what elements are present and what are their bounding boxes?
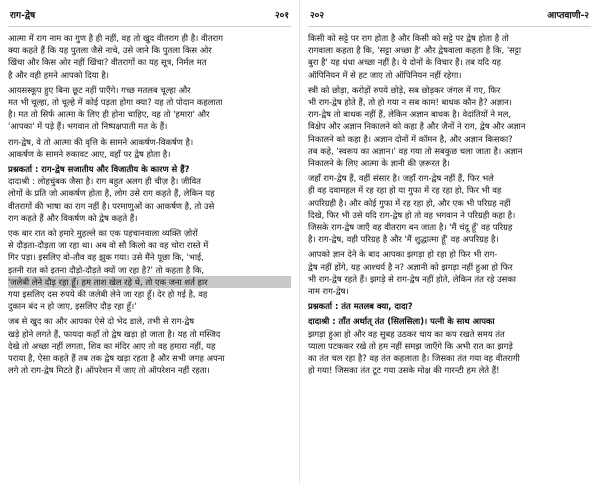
text-line: लोगों के प्रति जो आकर्षण होता है, लोग उसे राग कहते हैं, लेकिन यह — [8, 188, 215, 199]
text-line: बुरा है' यह धंधा अच्छा नहीं है। ये दोनों के विचार हैं। तब यदि यह — [308, 57, 501, 68]
text-line: आकर्षण के सामने रुकावट आए, वहाँ पर द्वेष होता है। — [8, 148, 171, 159]
text-line: हो गया! जिसका तंत टूट गया उसके मोक्ष की गारन्टी हम लेते हैं! — [308, 365, 500, 376]
text-line: से दौड़ता-दौड़ता जा रहा था। अब वो सौ किलो का वह चोरा रास्ते में — [8, 240, 209, 251]
text-line: खड़े होने लगते हैं, फायदा कहाँ तो द्वेष खड़ा हो जाता है। यह तो मस्जिद — [8, 328, 221, 339]
text-line: का तंत चल रहा है? वह तंत कहलाता है। जिसका तंत गया वह वीतरागी — [308, 353, 520, 364]
text-line: लगे तो राग-द्वेष मिटते हैं। ऑपरेशन में जाए तो ऑपरेशन नहीं रहता। — [8, 365, 210, 376]
left-page-body — [8, 32, 291, 376]
text-line: राग कहते हैं और विकर्षण को द्वेष कहते हैं। — [8, 212, 138, 223]
text-line: 'आपका' में पड़े हैं। भगवान तो निष्पक्षपाती मत के हैं। — [8, 121, 168, 132]
text-line: दादाश्री : ताँत अर्थात् तंत (सिलसिला)। पत्नी के साथ आपका — [308, 316, 495, 327]
right-header-title: आप्तवाणी-२ — [547, 11, 589, 21]
text-line: रागवाला कहता है कि, 'सट्टा अच्छा है' और द्वेषवाला कहता है कि, 'सट्टा — [308, 45, 522, 56]
text-line: देखे तो अच्छा नहीं लगता, शिव का मंदिर आए तो वह हमारा नहीं, यह — [8, 340, 216, 351]
text-line: राग-द्वेष तो बाधक नहीं हैं, लेकिन अज्ञान बाधक है। वेदांतियों ने मल, — [308, 109, 512, 120]
text-line: नाम राग-द्वेष। — [308, 286, 349, 297]
text-line: जब से खुद का और आपका ऐसे दो भेद डाले, तभी से राग-द्वेष — [8, 316, 195, 327]
text-line: दिखे, फिर भी उसे यदि राग-द्वेष हो तो वह भगवान ने परिग्रही कहा है। — [308, 209, 516, 220]
text-line: है। राग-द्वेष, वही परिग्रह है और 'मैं शुद्धात्मा हूँ' वह अपरिग्रह है। — [308, 234, 499, 245]
text-line: राग-द्वेष, वे तो आत्मा की वृत्ति के सामने आकर्षण-विकर्षण है। — [8, 136, 194, 147]
text-line: प्याला पटककर रखे तो हम नहीं समझ जाएँगे कि अभी रात का झगड़े — [308, 340, 513, 351]
text-line: ही वह दवामहल में रह रहा हो या गुफा में रह रहा हो, फिर भी वह — [308, 185, 502, 196]
text-line: अपरिग्रही है। और कोई गुफा में रह रहा हो, और एक भी परिग्रह नहीं — [308, 197, 511, 208]
text-line: किसी को सट्टे पर राग होता है और किसी को सट्टे पर द्वेष होता है तो — [308, 33, 509, 43]
text-line: जिसके राग-द्वेष जाएँ वह वीतराग बन जाता है। 'मैं चंदू हूँ' वह परिग्रह — [308, 222, 513, 233]
left-page-header — [8, 8, 291, 27]
text-line: है और वही हमने आपको दिया है। — [8, 69, 109, 80]
text-line: आयसस्कूप हुए बिना छूट नहीं पाएँगे। गच्छ मतलब चूल्हा और — [8, 84, 191, 95]
left-header-title: राग-द्वेष — [10, 11, 36, 21]
text-line: ऑपिनियन में से हट जाए तो ऑपिनियन नहीं रहेगा। — [308, 69, 462, 80]
text-line: गिर पड़ा। इसलिए वो-तौव वह झुक गया। उसे मैंने पूछा कि, 'भाई, — [8, 252, 204, 263]
right-page — [300, 0, 599, 484]
text-line: आपको ज्ञान देने के बाद आपका झगड़ा हो रहा हो फिर भी राग- — [308, 249, 498, 260]
text-line: पराया है, ऐसा कहते हैं तब तक द्वेष खड़ा रहता है और सभी जगह अपना — [8, 353, 225, 364]
text-line: दुकान बंद न हो जाए, इसलिए दौड़ रहा हूँ।' — [8, 301, 137, 312]
text-line: इतनी रात को इतना दौड़ो-दौड़ते क्यों जा रहा है?' तो कहता है कि, — [8, 264, 205, 275]
text-line: खिंचा और किस ओर नहीं खिंचा? वीतरागों का यह सूत्र, निर्मल मत — [8, 57, 207, 68]
text-line: जहाँ राग-द्वेष हैं, वहीं संसार है। जहाँ राग-द्वेष नहीं हैं, फिर भले — [308, 173, 494, 184]
right-page-body — [308, 32, 591, 376]
left-page-number: २०१ — [274, 11, 289, 21]
text-line: वीतरागों की भाषा का राग नहीं है। परमाणुओं का आकर्षण है, तो उसे — [8, 200, 215, 211]
text-line: झगड़ा हुआ हो और वह सुबह उठकर चाय का कप रखते समय तंत — [308, 328, 505, 339]
text-line: आत्मा में राग नाम का गुण है ही नहीं, वह तो खुद वीतराग ही है। वीतराग — [8, 33, 223, 43]
text-line: भी राग-द्वेष रहते हैं। झगड़े से राग-द्वेष नहीं होते, लेकिन तंत रहे उसका — [308, 273, 516, 284]
text-line: स्त्री को छोड़ा, करोड़ों रुपये छोड़े, सब छोड़कर जंगल में गए, फिर — [308, 84, 501, 95]
text-line: भी राग-द्वेष होते हैं, तो हो गया न सब काम! बाधक कौन है? अज्ञान। — [308, 97, 512, 108]
text-line: दादाश्री : लोहचुंबक जैसा है। राग बहुत अलग ही चीज़ है। जीवित — [8, 176, 201, 187]
text-line: विक्षेप और अज्ञान निकालने को कहा है और जैनों ने राग, द्वेष और अज्ञान — [308, 121, 526, 132]
text-line: एक बार रात को हमारे मुहल्ले का एक पहचानवाला व्यक्ति ज़ोरों — [8, 228, 198, 239]
text-line: 'जलेबी लेने दौड़ रहा हूँ। हम ताश खेल रहे थे, तो एक जना शर्त हार — [8, 276, 291, 288]
text-line: तब कहे, 'स्वरूप का अज्ञान।' वह गया तो सबकुछ चला जाता है। अज्ञान — [308, 145, 523, 156]
text-line: गया इसलिए दस रुपये की जलेबी लेने जा रहा हूँ। देर हो गई है, वह — [8, 289, 208, 300]
text-line: द्वेष नहीं होंगे, यह आश्चर्य है न? अज्ञानी को झगड़ा नहीं हुआ हो फिर — [308, 261, 513, 272]
right-page-header — [308, 8, 591, 27]
text-line: प्रश्नकर्ता : राग-द्वेष सजातीय और विजातीय के कारण से हैं? — [8, 164, 190, 175]
text-line: मत भी चूल्हा, तो चूल्हे में कोई पड़ता होगा क्या? यह तो पोदान कहलाता — [8, 97, 223, 108]
text-line: निकालने को कहा है। अज्ञान दोनों में कॉमन है, और अज्ञान किसका? — [308, 133, 513, 144]
text-line: है। मत तो सिर्फ आत्मा के लिए ही होना चाहिए, वह तो 'हमारा' और — [8, 109, 210, 120]
right-page-number: २०२ — [310, 11, 325, 21]
text-line: निकालने के लिए आत्मा के ज्ञानी की ज़रूरत है। — [308, 158, 450, 169]
text-line: क्या कहते हैं कि यह पुतला जैसे नाचे, उसे जाने कि पुतला किस ओर — [8, 45, 212, 56]
text-line: प्रश्नकर्ता : तंत मतलब क्या, दादा? — [308, 301, 413, 312]
